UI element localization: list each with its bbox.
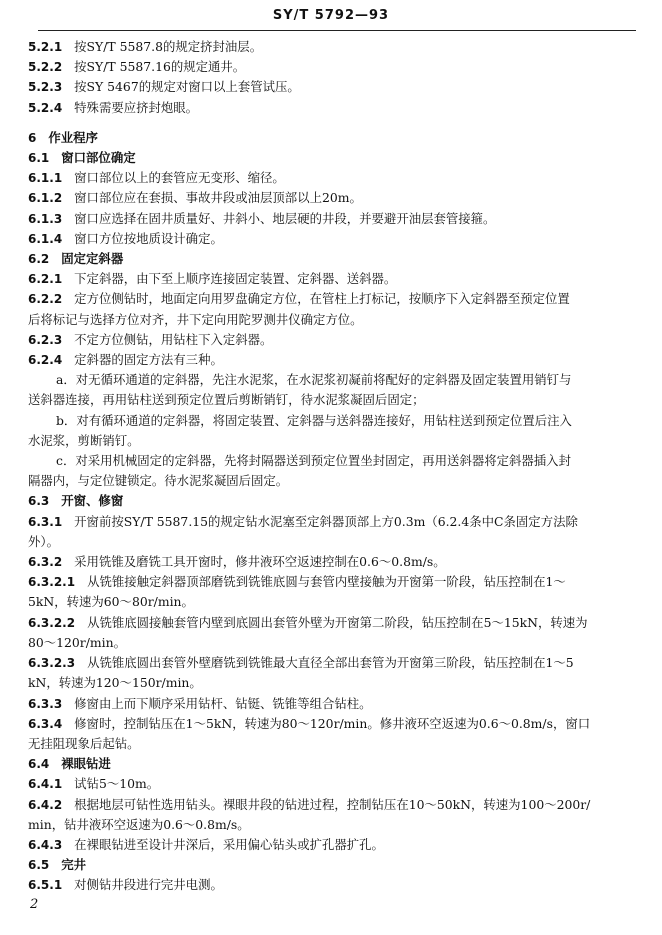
clause-text: 采用铣锥及磨铣工具开窗时，修井液环空返速控制在0.6～0.8m/s。 <box>74 554 446 570</box>
text-line <box>28 673 634 693</box>
section-heading <box>28 855 634 875</box>
clause-text: 作业程序 <box>48 129 98 145</box>
page-number: 2 <box>30 897 39 912</box>
text-line <box>28 613 634 633</box>
text-line <box>28 552 634 572</box>
section-heading <box>28 491 634 511</box>
clause-text: a．对无循环通道的定斜器，先注水泥浆，在水泥浆初凝前将配好的定斜器及固定装置用销钉与 <box>56 372 572 388</box>
text-line <box>28 774 634 794</box>
clause-text: 根据地层可钻性选用钻头。裸眼井段的钻进过程，控制钻压在10～50kN，转速为100～200r/ <box>74 796 591 812</box>
clause-number: 6.3.2.2 <box>28 615 88 630</box>
clause-number: 6.3.2.1 <box>28 575 88 590</box>
text-line <box>28 57 634 77</box>
clause-text: c．对采用机械固定的定斜器，先将封隔器送到预定位置坐封固定，再用送斜器将定斜器插入封 <box>56 453 571 469</box>
clause-number: 6.4.1 <box>28 777 75 792</box>
clause-text: 不定方位侧钻，用钻柱下入定斜器。 <box>74 331 273 347</box>
text-line <box>28 269 634 289</box>
text-line <box>28 229 634 249</box>
clause-text: 完井 <box>61 857 87 873</box>
text-line <box>28 411 634 431</box>
text-line <box>28 77 634 97</box>
text-line <box>28 694 634 714</box>
clause-text: 外）。 <box>28 533 59 549</box>
text-line <box>28 471 634 491</box>
clause-text: 80～120r/min。 <box>28 634 126 650</box>
clause-text: 窗口应选择在固井质量好、井斜小、地层硬的井段，并要避开油层套管接箍。 <box>74 210 496 226</box>
clause-number: 6.3 <box>28 494 62 509</box>
clause-text: b．对有循环通道的定斜器，将固定装置、定斜器与送斜器连接好，用钻柱送到预定位置后注入 <box>56 412 572 428</box>
text-line <box>28 532 634 552</box>
clause-number: 6.3.4 <box>28 716 75 731</box>
clause-text: 水泥浆，剪断销钉。 <box>28 432 140 448</box>
text-line <box>28 714 634 734</box>
clause-text: 开窗、修窗 <box>61 493 124 509</box>
clause-number: 6.3.3 <box>28 696 75 711</box>
clause-text: 裸眼钻进 <box>61 756 111 772</box>
clause-text: 定斜器的固定方法有三种。 <box>74 352 223 368</box>
clause-number: 5.2.2 <box>28 60 75 75</box>
clause-text: 按SY/T 5587.8的规定挤封油层。 <box>74 39 263 54</box>
clause-text: 在裸眼钻进至设计井深后，采用偏心钻头或扩孔器扩孔。 <box>74 836 384 852</box>
clause-text: 窗口方位按地质设计确定。 <box>74 230 223 246</box>
clause-text: 对侧钻井段进行完井电测。 <box>74 877 223 893</box>
text-line <box>28 310 634 330</box>
clause-number: 5.2.1 <box>28 40 75 54</box>
text-line <box>28 734 634 754</box>
clause-text: 特殊需要应挤封炮眼。 <box>74 99 199 115</box>
text-line <box>28 289 634 309</box>
section-heading <box>28 148 634 168</box>
clause-text: 隔器内，与定位键锁定。待水泥浆凝固后固定。 <box>28 473 289 489</box>
clause-number: 6.2.3 <box>28 332 75 347</box>
clause-number: 6.1.4 <box>28 231 75 246</box>
text-line <box>28 209 634 229</box>
clause-number: 6.2.1 <box>28 272 75 287</box>
text-line <box>28 370 634 390</box>
clause-text: 从铣锥接触定斜器顶部磨铣到铣锥底圆与套管内壁接触为开窗第一阶段，钻压控制在1～ <box>87 574 566 590</box>
text-line <box>28 835 634 855</box>
document-header: SY/T 5792—93 <box>272 8 390 23</box>
text-line <box>28 633 634 653</box>
clause-text: kN，转速为120～150r/min。 <box>28 675 202 691</box>
clause-text: 窗口部位确定 <box>61 150 136 166</box>
clause-number: 6.5.1 <box>28 878 75 893</box>
clause-number: 6.3.2 <box>28 555 75 570</box>
section-heading <box>28 128 634 148</box>
text-line <box>28 512 634 532</box>
clause-number: 6.1.2 <box>28 191 75 206</box>
clause-number: 6.1.1 <box>28 171 75 186</box>
text-line <box>28 592 634 612</box>
header-rule <box>38 30 636 31</box>
clause-text: 开窗前按SY/T 5587.15的规定钻水泥塞至定斜器顶部上方0.3m（6.2.4条中C条固定方法除 <box>74 513 578 529</box>
text-line <box>28 653 634 673</box>
text-line <box>28 168 634 188</box>
text-line <box>28 188 634 208</box>
clause-number: 6.4.2 <box>28 797 75 812</box>
clause-text: 修窗由上而下顺序采用钻杆、钻铤、铣锥等组合钻柱。 <box>74 695 372 711</box>
clause-number: 6 <box>28 130 49 145</box>
section-heading <box>28 249 634 269</box>
text-line <box>28 795 634 815</box>
clause-text: 从铣锥底圆出套管外壁磨铣到铣锥最大直径全部出套管为开窗第三阶段，钻压控制在1～5 <box>87 655 574 671</box>
clause-number: 6.2 <box>28 252 62 267</box>
clause-text: 窗口部位应在套损、事故井段或油层顶部以上20m。 <box>74 190 362 206</box>
text-line <box>28 330 634 350</box>
clause-number: 6.4 <box>28 757 62 772</box>
clause-number: 6.3.2.3 <box>28 656 88 671</box>
clause-text: 窗口部位以上的套管应无变形、缩径。 <box>74 170 285 186</box>
section-heading <box>28 754 634 774</box>
clause-text: 5kN，转速为60～80r/min。 <box>28 594 194 610</box>
text-line <box>28 815 634 835</box>
clause-number: 6.4.3 <box>28 837 75 852</box>
clause-text: 送斜器连接，再用钻柱送到预定位置后剪断销钉，待水泥浆凝固后固定； <box>28 392 425 408</box>
clause-text: 定方位侧钻时，地面定向用罗盘确定方位，在管柱上打标记，按顺序下入定斜器至预定位置 <box>74 291 570 307</box>
clause-text: 下定斜器，由下至上顺序连接固定装置、定斜器、送斜器。 <box>74 271 397 287</box>
text-line <box>28 350 634 370</box>
text-line <box>28 98 634 118</box>
clause-text: 试钻5～10m。 <box>74 776 160 792</box>
clause-text: min，钻井液环空返速为0.6～0.8m/s。 <box>28 816 250 832</box>
text-line <box>28 37 634 57</box>
clause-number: 6.1.3 <box>28 211 75 226</box>
clause-text: 从铣锥底圆接触套管内壁到底圆出套管外壁为开窗第二阶段，钻压控制在5～15kN，转速为 <box>87 614 588 630</box>
document-body <box>28 37 634 896</box>
text-line <box>28 390 634 410</box>
clause-text: 按SY/T 5587.16的规定通井。 <box>74 59 246 75</box>
clause-number: 6.5 <box>28 858 62 873</box>
clause-number: 6.3.1 <box>28 514 75 529</box>
text-line <box>28 875 634 895</box>
section-gap <box>28 118 634 128</box>
clause-text: 无挂阻现象后起钻。 <box>28 735 140 751</box>
clause-text: 修窗时，控制钻压在1～5kN，转速为80～120r/min。修井液环空返速为0.6～0.8m/s，窗口 <box>74 715 591 731</box>
text-line <box>28 431 634 451</box>
clause-text: 后将标记与选择方位对齐，井下定向用陀罗测井仪确定方位。 <box>28 311 363 327</box>
text-line <box>28 451 634 471</box>
clause-number: 6.1 <box>28 151 62 166</box>
clause-text: 固定定斜器 <box>61 251 124 267</box>
clause-number: 5.2.3 <box>28 80 75 95</box>
clause-number: 6.2.4 <box>28 353 75 368</box>
clause-text: 按SY 5467的规定对窗口以上套管试压。 <box>74 79 300 95</box>
clause-number: 6.2.2 <box>28 292 75 307</box>
text-line <box>28 572 634 592</box>
clause-number: 5.2.4 <box>28 100 75 115</box>
